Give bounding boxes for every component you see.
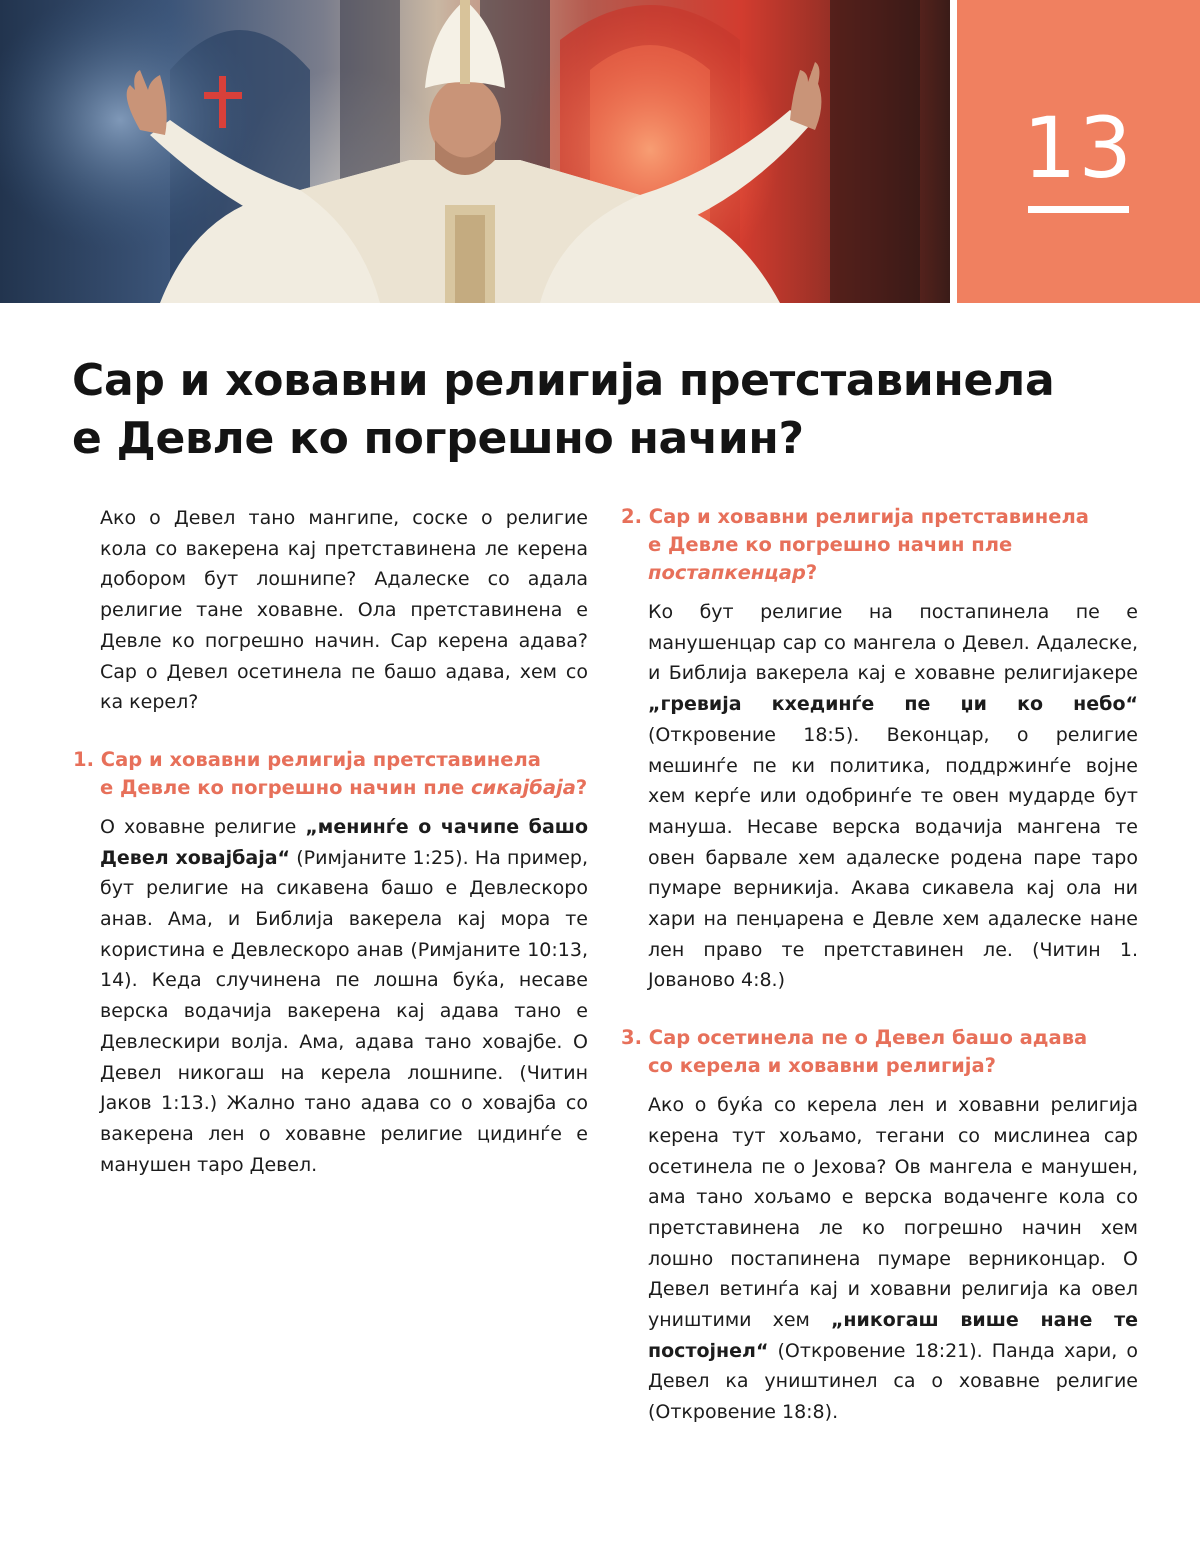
title-line-2: е Девле ко погрешно начин? xyxy=(72,413,804,464)
left-column xyxy=(73,503,588,1180)
section-2-text-before: Ко бут религие на постапинела пе е манушенцар сар со мангела о Девел. Адалеске, и Библија вакерела кај е ховавне религијакере xyxy=(648,601,1138,685)
section-2-heading xyxy=(621,503,1138,587)
section-2-heading-line-1: Сар и ховавни религија претставинела xyxy=(648,505,1089,528)
lesson-badge xyxy=(957,0,1200,303)
priest-illustration xyxy=(0,0,950,303)
section-2-quote: „гревија кхединѓе пе џи ко небо“ xyxy=(648,693,1138,716)
section-3-heading-line-1: Сар осетинела пе о Девел башо адава xyxy=(648,1026,1088,1050)
section-2-heading-italic: постапкенцар xyxy=(648,561,806,584)
title-line-1: Сар и ховавни религија претставинела xyxy=(72,355,1055,406)
section-2-paragraph xyxy=(648,597,1138,996)
section-3-text-after: (Откровение 18:21). Панда хари, о Девел ка уништинел са о ховавне религие (Откровение 18:8). xyxy=(648,1339,1138,1424)
section-1-heading-line-1: Сар и ховавни религија претставинела xyxy=(100,747,541,771)
section-3-quote: „никогаш више нане те постојнел“ xyxy=(648,1309,1138,1362)
section-1-heading xyxy=(73,746,588,802)
section-1-heading-end: ? xyxy=(575,775,588,799)
section-3-paragraph xyxy=(648,1090,1138,1428)
section-3-text-before: Ако о буќа со керела лен и ховавни религија керена тут хољамо, тегани со мислинеа сар осетинела пе о Јехова? Ов мангела е манушен, ама тано хољамо е верска водаченге кола со претставинена ле ко погрешно начин хем лошно постапинена пумаре верниконцар. О Девел ветинѓа кај и ховавни религија ка овел уништими хем xyxy=(648,1094,1138,1332)
intro-paragraph: Ако о Девел тано мангипе, соске о религие кола со вакерена кај претставинена ле керена добором бут лошнипе? Адалеске со адала религие тане ховавне. Ола претставинена е Девле ко погрешно начин. Сар керена адава? Сар о Девел осетинела пе башо адава, хем со ка керел? xyxy=(100,507,588,714)
lesson-number: 13 xyxy=(1023,99,1134,197)
hero-image xyxy=(0,0,950,303)
section-1-quote: „менинѓе о чачипе башо Девел ховајбаја“ xyxy=(100,815,588,869)
section-1-heading-italic: сикајбаја xyxy=(471,775,576,799)
section-2-number: 2. xyxy=(621,505,642,528)
section-2-text-after: (Откровение 18:5). Веконцар, о религие мешинѓе пе ки политика, поддржинѓе војне хем керѓе или одобринѓе те овен мударде бут мануша. Несаве верска водачија мангена те овен барвале хем адалеске родена паре таро пумаре верникија. Акава сикавела кај ола ни хари на пенџарена е Девле хем адалеске нане лен право те претставинен ле. (Читин 1. Јованово 4:8.) xyxy=(648,723,1138,992)
section-1-text-before: О ховавне религие xyxy=(100,815,306,838)
section-1-number: 1. xyxy=(73,747,94,771)
section-3-number: 3. xyxy=(621,1026,642,1050)
section-2-heading-line-2: е Девле ко погрешно начин пле xyxy=(648,533,1013,556)
section-2-heading-end: ? xyxy=(805,561,818,584)
badge-underline xyxy=(1028,206,1129,213)
section-1-paragraph xyxy=(100,812,588,1180)
section-1-heading-line-2: е Девле ко погрешно начин пле xyxy=(100,775,471,799)
section-3-heading xyxy=(621,1024,1138,1080)
section-3-heading-line-2: со керела и ховавни религија? xyxy=(648,1054,996,1078)
page-title xyxy=(72,352,1152,468)
section-1-text-after: (Римјаните 1:25). На пример, бут религие на сикавена башо е Девлескоро анав. Ама, и Библија вакерела кај мора те користина е Девлескоро анав (Римјаните 10:13, 14). Кеда случинена пе лошна буќа, несаве верска водачија вакерена кај адава тано е Девлескири волја. Ама, адава тано ховајбе. О Девел никогаш на керела лошнипе. (Читин Јаков 1:13.) Жално тано адава со о ховајба со вакерена лен о ховавне религие цидинѓе е манушен таро Девел. xyxy=(100,846,588,1176)
right-column xyxy=(621,503,1138,1428)
